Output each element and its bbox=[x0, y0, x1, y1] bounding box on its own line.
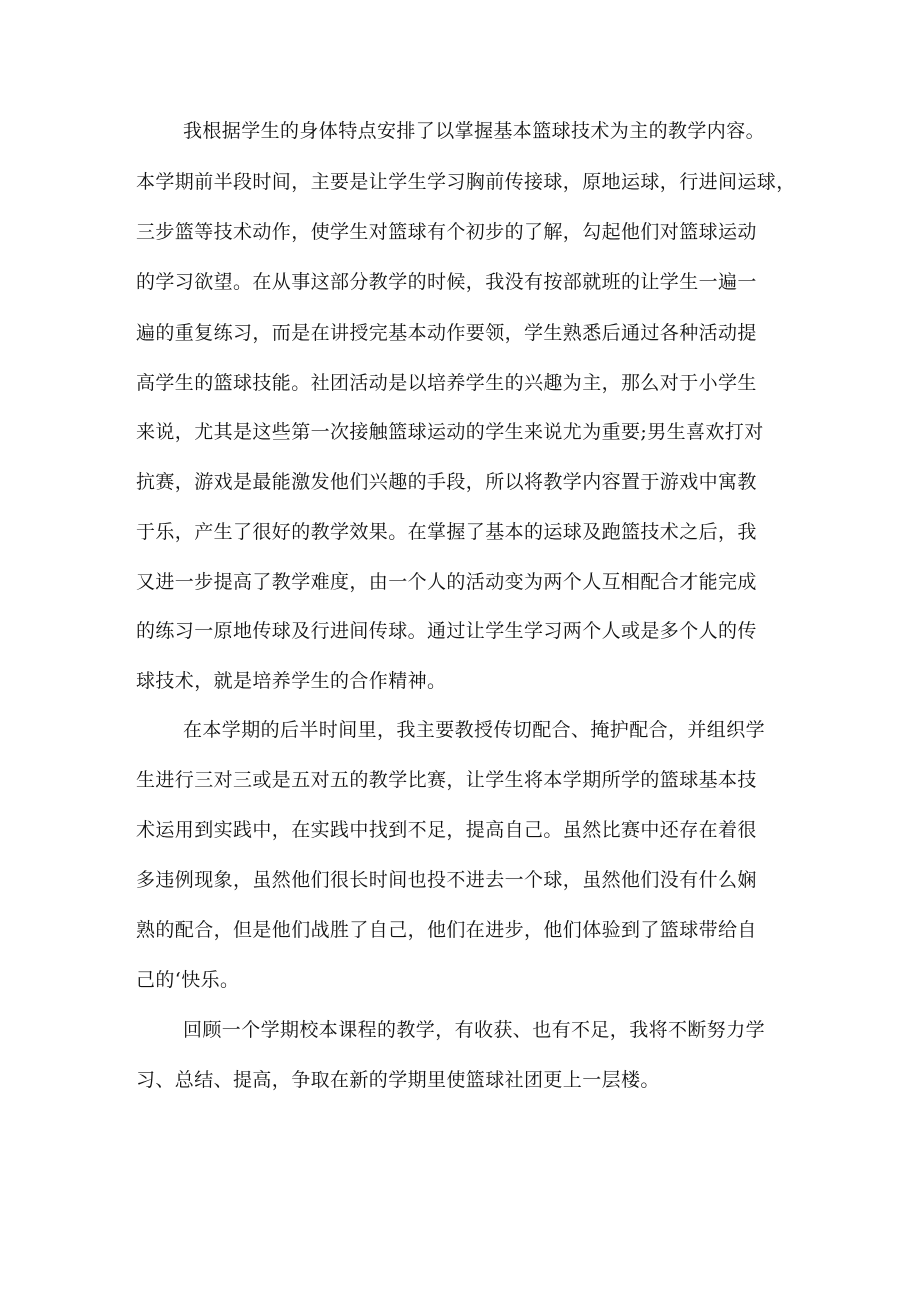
paragraph-1-line-10: 又进一步提高了教学难度，由一个人的活动变为两个人互相配合才能完成 bbox=[136, 571, 757, 593]
paragraph-1-line-2: 本学期前半段时间，主要是让学生学习胸前传接球，原地运球，行进间运球， bbox=[136, 171, 796, 193]
paragraph-1-line-12: 球技术，就是培养学生的合作精神。 bbox=[136, 670, 447, 692]
paragraph-1-line-1: 我根据学生的身体特点安排了以掌握基本篮球技术为主的教学内容。 bbox=[183, 120, 766, 142]
paragraph-1-line-8: 抗赛，游戏是最能激发他们兴趣的手段，所以将教学内容置于游戏中寓教 bbox=[136, 471, 757, 493]
paragraph-1-line-6: 高学生的篮球技能。社团活动是以培养学生的兴趣为主，那么对于小学生 bbox=[136, 372, 757, 394]
paragraph-2-line-6: 己的‘快乐。 bbox=[136, 969, 240, 991]
paragraph-1-line-7: 来说，尤其是这些第一次接触篮球运动的学生来说尤为重要;男生喜欢打对 bbox=[136, 421, 764, 443]
paragraph-3-line-2: 习、总结、提高，争取在新的学期里使篮球社团更上一层楼。 bbox=[136, 1069, 660, 1091]
paragraph-1-line-4: 的学习欲望。在从事这部分教学的时候，我没有按部就班的让学生一遍一 bbox=[136, 271, 757, 293]
paragraph-2-line-2: 生进行三对三或是五对五的教学比赛，让学生将本学期所学的篮球基本技 bbox=[136, 769, 757, 791]
paragraph-2-line-3: 术运用到实践中，在实践中找到不足，提高自己。虽然比赛中还存在着很 bbox=[136, 819, 757, 841]
paragraph-1-line-3: 三步篮等技术动作，使学生对篮球有个初步的了解，勾起他们对篮球运动 bbox=[136, 221, 757, 243]
paragraph-2-line-1: 在本学期的后半时间里，我主要教授传切配合、掩护配合，并组织学 bbox=[183, 719, 766, 741]
paragraph-1-line-11: 的练习一原地传球及行进间传球。通过让学生学习两个人或是多个人的传 bbox=[136, 620, 757, 642]
paragraph-2-line-5: 熟的配合，但是他们战胜了自己，他们在进步，他们体验到了篮球带给自 bbox=[136, 919, 757, 941]
paragraph-3-line-1: 回顾一个学期校本课程的教学，有收获、也有不足，我将不断努力学 bbox=[183, 1019, 766, 1041]
paragraph-1-line-9: 于乐，产生了很好的教学效果。在掌握了基本的运球及跑篮技术之后，我 bbox=[136, 521, 757, 543]
paragraph-1-line-5: 遍的重复练习，而是在讲授完基本动作要领，学生熟悉后通过各种活动提 bbox=[136, 322, 757, 344]
paragraph-2-line-4: 多违例现象，虽然他们很长时间也投不进去一个球，虽然他们没有什么娴 bbox=[136, 869, 757, 891]
